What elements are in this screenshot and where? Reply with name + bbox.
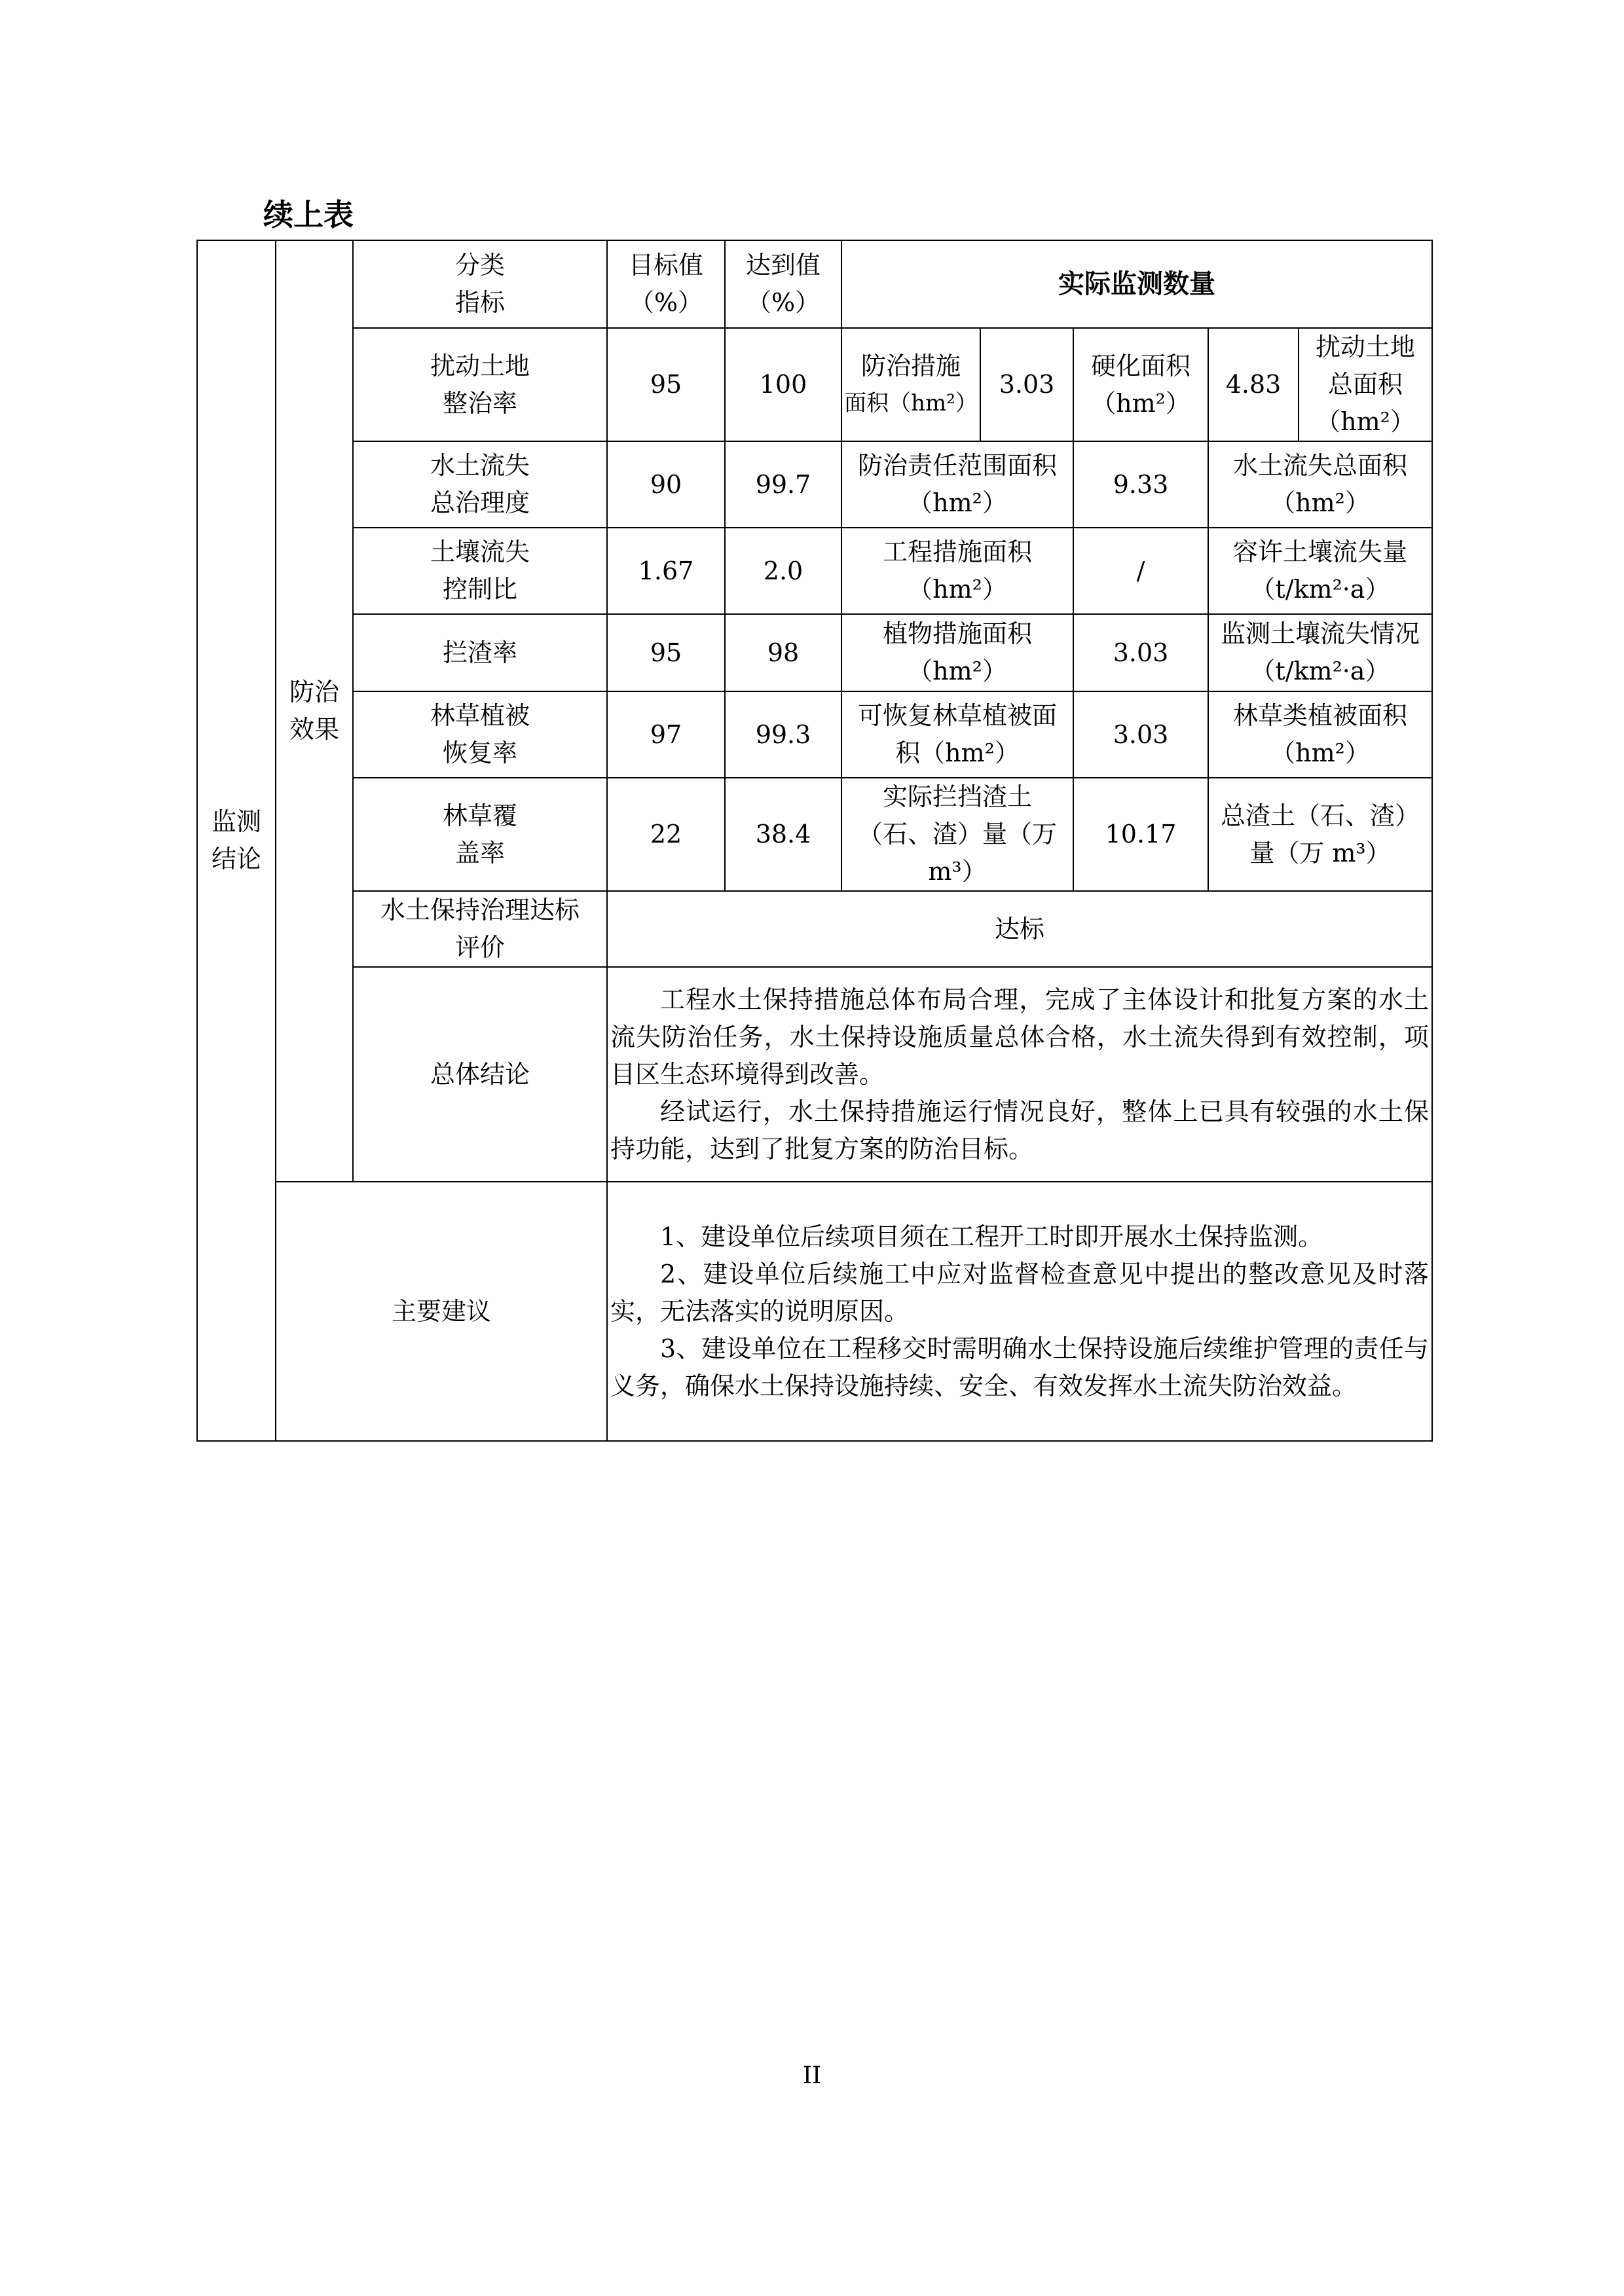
indicator-name: 林草覆 盖率: [353, 778, 607, 891]
measure-label: 实际拦挡渣土 （石、渣）量（万 m³）: [841, 778, 1073, 891]
overall-conclusion-row: [197, 967, 1432, 1182]
suggestion-item: 2、建设单位后续施工中应对监督检查意见中提出的整改意见及时落实，无法落实的说明原因。: [610, 1259, 1429, 1326]
measure-label: 总渣土（石、渣） 量（万 m³）: [1208, 778, 1432, 891]
table-row: [197, 441, 1432, 528]
achieved-value: 38.4: [725, 778, 841, 891]
table-row: [197, 614, 1432, 691]
monitor-conclusion-label: [197, 240, 276, 1441]
measure-label: 防治责任范围面积 （hm²）: [841, 441, 1073, 528]
target-value: 95: [607, 328, 725, 441]
indicator-header: 分类 指标: [353, 240, 607, 328]
actual-monitoring-header: 实际监测数量: [841, 240, 1432, 328]
measure-label: 监测土壤流失情况 （t/km²·a）: [1208, 614, 1432, 691]
measure-label: 水土流失总面积 （hm²）: [1208, 441, 1432, 528]
overall-paragraph: 工程水土保持措施总体布局合理，完成了主体设计和批复方案的水土流失防治任务，水土保持设施质量总体合格，水土流失得到有效控制，项目区生态环境得到改善。: [610, 985, 1429, 1089]
indicator-name: 水土流失 总治理度: [353, 441, 607, 528]
indicator-name: 拦渣率: [353, 614, 607, 691]
monitor-conclusion-text: 监测结论: [212, 807, 262, 873]
achieved-value: 100: [725, 328, 841, 441]
page-number: II: [802, 2062, 822, 2089]
achieved-value: 99.7: [725, 441, 841, 528]
measure-value: /: [1073, 528, 1208, 614]
measure-value: 10.17: [1073, 778, 1208, 891]
table-row: [197, 778, 1432, 891]
overall-conclusion-label: 总体结论: [353, 967, 607, 1182]
table-row: [197, 691, 1432, 778]
table-row: [197, 328, 1432, 441]
evaluation-value: 达标: [607, 891, 1432, 967]
measure-label: 工程措施面积 （hm²）: [841, 528, 1073, 614]
target-value: 95: [607, 614, 725, 691]
measure-label: 扰动土地 总面积 （hm²）: [1299, 328, 1432, 441]
suggestion-item: 1、建设单位后续项目须在工程开工时即开展水土保持监测。: [660, 1222, 1323, 1251]
evaluation-row: [197, 891, 1432, 967]
measure-label: 林草类植被面积 （hm²）: [1208, 691, 1432, 778]
table-header-row: [197, 240, 1432, 328]
achieved-value: 2.0: [725, 528, 841, 614]
suggestions-text: [607, 1182, 1432, 1441]
measure-value: 3.03: [1073, 691, 1208, 778]
suggestion-item: 3、建设单位在工程移交时需明确水土保持设施后续维护管理的责任与义务，确保水土保持设施持续、安全、有效发挥水土流失防治效益。: [610, 1334, 1429, 1400]
achieved-value: 98: [725, 614, 841, 691]
measure-value: 3.03: [980, 328, 1073, 441]
indicator-name: 扰动土地 整治率: [353, 328, 607, 441]
suggestions-row: [197, 1182, 1432, 1441]
measure-label: 容许土壤流失量 （t/km²·a）: [1208, 528, 1432, 614]
table-row: [197, 528, 1432, 614]
prevention-effect-text: 防治效果: [289, 678, 340, 744]
measure-label: 防治措施 面积（hm²）: [841, 328, 980, 441]
prevention-effect-label: [276, 240, 353, 1182]
target-header: 目标值 （%）: [607, 240, 725, 328]
evaluation-label: 水土保持治理达标 评价: [353, 891, 607, 967]
suggestions-label: 主要建议: [276, 1182, 607, 1441]
measure-value: 4.83: [1208, 328, 1299, 441]
measure-label: 硬化面积 （hm²）: [1073, 328, 1208, 441]
indicator-name: 林草植被 恢复率: [353, 691, 607, 778]
overall-paragraph: 经试运行，水土保持措施运行情况良好，整体上已具有较强的水土保持功能，达到了批复方案的防治目标。: [610, 1097, 1429, 1163]
overall-conclusion-text: [607, 967, 1432, 1182]
measure-value: 3.03: [1073, 614, 1208, 691]
measure-label: 可恢复林草植被面 积（hm²）: [841, 691, 1073, 778]
achieved-header: 达到值 （%）: [725, 240, 841, 328]
monitoring-conclusion-table: [196, 240, 1433, 1442]
target-value: 90: [607, 441, 725, 528]
target-value: 1.67: [607, 528, 725, 614]
indicator-name: 土壤流失 控制比: [353, 528, 607, 614]
target-value: 97: [607, 691, 725, 778]
measure-label: 植物措施面积 （hm²）: [841, 614, 1073, 691]
achieved-value: 99.3: [725, 691, 841, 778]
target-value: 22: [607, 778, 725, 891]
table-continued-title: 续上表: [263, 197, 354, 232]
measure-value: 9.33: [1073, 441, 1208, 528]
